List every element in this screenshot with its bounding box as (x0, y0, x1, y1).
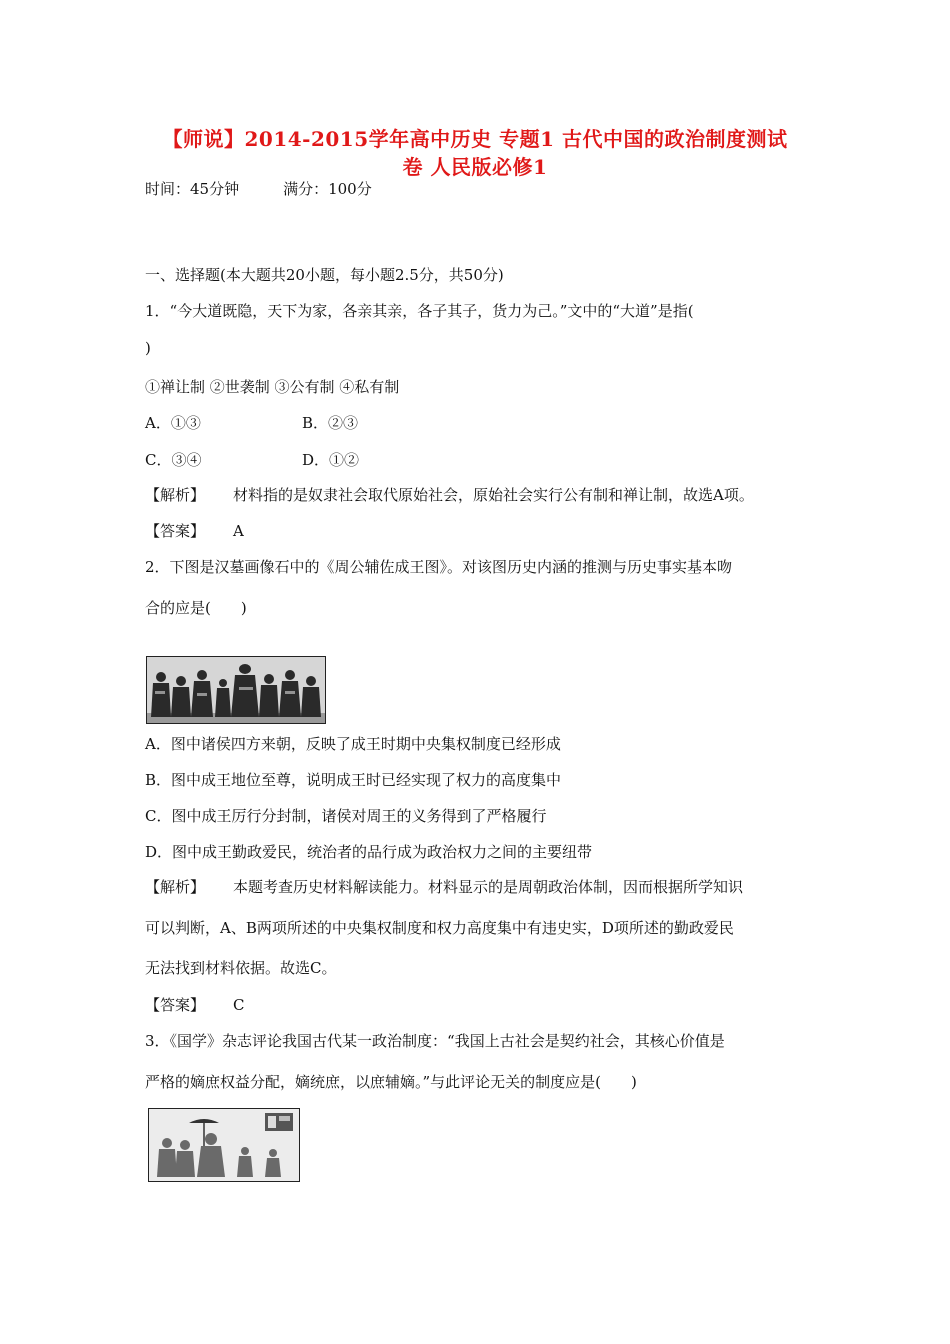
q1-option-c: C．③④ (145, 451, 202, 469)
q1-analysis (145, 484, 754, 505)
q1-stem-line-2: ) (145, 339, 151, 357)
q2-stem-line-1: 2．下图是汉墓画像石中的《周公辅佐成王图》。对该图历史内涵的推测与历史事实基本吻 (145, 558, 733, 576)
analysis-label: 【解析】 (145, 878, 206, 896)
exam-info (145, 178, 372, 199)
q2-option-c: C．图中成王厉行分封制，诸侯对周王的义务得到了严格履行 (145, 807, 547, 825)
q1-stem-line-1: 1．“今大道既隐，天下为家，各亲其亲，各子其子，货力为己。”文中的“大道”是指( (145, 302, 694, 320)
q3-stem-line-2: 严格的嫡庶权益分配，嫡统庶，以庶辅嫡。”与此评论无关的制度应是( ) (145, 1073, 637, 1091)
q3-illustration-image (148, 1108, 300, 1182)
q3-stem-line-1: 3．《国学》杂志评论我国古代某一政治制度：“我国上古社会是契约社会，其核心价值是 (145, 1032, 725, 1050)
q2-option-a: A．图中诸侯四方来朝，反映了成王时期中央集权制度已经形成 (145, 735, 561, 753)
answer-label: 【答案】 (145, 522, 206, 540)
q2-option-b: B．图中成王地位至尊，说明成王时已经实现了权力的高度集中 (145, 771, 562, 789)
q1-option-b: B．②③ (302, 414, 359, 432)
stone-relief-image (146, 656, 326, 724)
document-title-line-1: 【师说】2014-2015学年高中历史 专题1 古代中国的政治制度测试 (162, 127, 788, 151)
analysis-text: 材料指的是奴隶社会取代原始社会，原始社会实行公有制和禅让制，故选A项。 (233, 486, 754, 504)
time-label: 时间：45分钟 (145, 180, 240, 198)
analysis-text: 本题考查历史材料解读能力。材料显示的是周朝政治体制，因而根据所学知识 (233, 878, 744, 896)
section-title: 一、选择题(本大题共20小题，每小题2.5分，共50分) (145, 266, 504, 284)
q2-answer (145, 994, 245, 1015)
score-label: 满分：100分 (283, 180, 372, 198)
q1-answer (145, 520, 244, 541)
document-title-line-2: 卷 人民版必修1 (402, 155, 548, 179)
answer-value: C (233, 996, 245, 1014)
q2-option-d: D．图中成王勤政爱民，统治者的品行成为政治权力之间的主要纽带 (145, 843, 593, 861)
q2-analysis-line-1 (145, 876, 743, 897)
q1-option-d: D．①② (302, 451, 360, 469)
analysis-label: 【解析】 (145, 486, 206, 504)
q2-analysis-line-3: 无法找到材料依据。故选C。 (145, 959, 337, 977)
relief-figures-illustration (147, 657, 325, 723)
q1-items: ①禅让制 ②世袭制 ③公有制 ④私有制 (145, 378, 400, 396)
ancient-figures-illustration (149, 1109, 299, 1181)
answer-value: A (233, 522, 244, 540)
q2-analysis-line-2: 可以判断，A、B两项所述的中央集权制度和权力高度集中有违史实，D项所述的勤政爱民 (145, 919, 734, 937)
answer-label: 【答案】 (145, 996, 206, 1014)
q2-stem-line-2: 合的应是( ) (145, 599, 247, 617)
q1-option-a: A．①③ (145, 414, 201, 432)
